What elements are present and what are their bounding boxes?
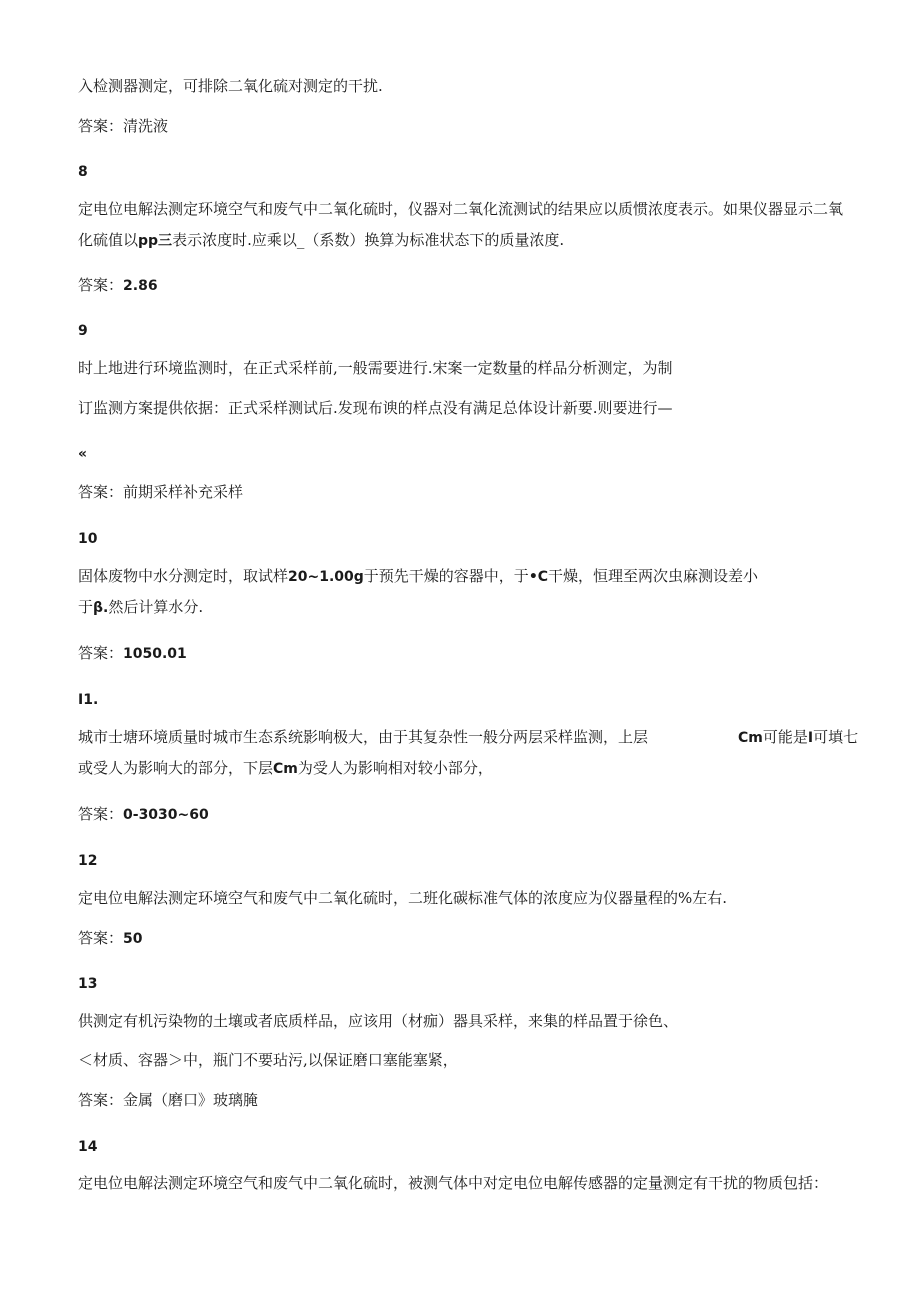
answer-value: 1050.01 xyxy=(123,646,187,662)
question-8-answer xyxy=(78,275,158,296)
question-9-answer: 答案：前期采样补充采样 xyxy=(78,483,244,501)
question-9-number: 9 xyxy=(78,323,88,339)
question-13-answer: 答案：金属（磨口》玻璃腌 xyxy=(78,1091,259,1109)
answer-label: 答案： xyxy=(78,929,124,947)
question-12-number: 12 xyxy=(78,853,98,869)
q10-text-e: 干燥，恒理至两次虫麻测设差小 xyxy=(548,567,759,585)
question-11-line1b xyxy=(738,727,858,748)
q10-text-c: 于预先干燥的容器中，于 xyxy=(363,567,529,585)
q8-text-c: 表示浓度时.应乘以_（系数）换算为标准状态下的质量浓度. xyxy=(172,231,565,249)
question-8-line2 xyxy=(78,230,564,251)
q10-text-f: 于 xyxy=(78,598,94,616)
q11-text-e: 可填七 xyxy=(813,728,859,746)
q11-text-f: 或受人为影响大的部分，下层 xyxy=(78,759,274,777)
question-11-line2 xyxy=(78,758,493,779)
question-11-number: I1. xyxy=(78,692,99,708)
question-9-line3: « xyxy=(78,446,88,462)
answer-value: 0-3030~60 xyxy=(123,807,209,823)
answer-value: 50 xyxy=(123,931,143,947)
question-10-line1 xyxy=(78,566,758,587)
q11-text-g: 为受人为影响相对较小部分， xyxy=(297,759,493,777)
q10-mass: 20~1.00g xyxy=(288,569,364,585)
question-13-line1: 供测定有机污染物的土壤或者底质样品，应该用（材痂）器具采样，来集的样品置于徐色、 xyxy=(78,1012,679,1030)
question-9-line2: 订监测方案提供依据：正式采样测试后.发现布谀的样点没有满足总体设计新要.则要进行— xyxy=(78,399,673,417)
question-12-answer xyxy=(78,928,143,949)
question-13-number: 13 xyxy=(78,976,98,992)
q8-unit: pp三 xyxy=(138,233,173,249)
question-11-answer xyxy=(78,804,209,825)
question-11-line1a: 城市士塘环境质量时城市生态系统影响极大，由于其复杂性一般分两层采样监测，上层 xyxy=(78,728,649,746)
question-8-number: 8 xyxy=(78,164,88,180)
answer-label: 答案： xyxy=(78,644,124,662)
q11-text-c: 可能是 xyxy=(762,728,808,746)
q11-unit-2: Cm xyxy=(273,761,298,777)
question-12-line1: 定电位电解法测定环境空气和废气中二氧化硫时，二班化碳标准气体的浓度应为仪器量程的%左右. xyxy=(78,889,728,907)
answer-label: 答案： xyxy=(78,805,124,823)
answer-value: 2.86 xyxy=(123,278,158,294)
question-14-number: 14 xyxy=(78,1139,98,1155)
question-10-line2 xyxy=(78,597,203,618)
answer-label: 答案： xyxy=(78,276,124,294)
q8-text-a: 化硫值以 xyxy=(78,231,139,249)
q11-mark: I xyxy=(807,730,814,746)
question-10-number: 10 xyxy=(78,531,98,547)
q10-text-a: 固体废物中水分测定时，取试样 xyxy=(78,567,289,585)
question-10-answer xyxy=(78,643,187,664)
question-13-line2: ＜材质、容器＞中，瓶门不要玷污,以保证磨口塞能塞紧， xyxy=(78,1051,458,1069)
q10-beta: β. xyxy=(93,600,109,616)
q11-unit: Cm xyxy=(738,730,763,746)
intro-answer: 答案：清洗液 xyxy=(78,117,169,135)
q10-temp-unit: •C xyxy=(528,569,549,585)
intro-text: 入检测器测定，可排除二氧化硫对测定的干扰. xyxy=(78,77,383,95)
question-14-line1: 定电位电解法测定环境空气和废气中二氧化硫时，被测气体中对定电位电解传感器的定量测定有干扰的物质包括： xyxy=(78,1174,829,1192)
q10-text-g: 然后计算水分. xyxy=(108,598,204,616)
question-9-line1: 时上地进行环境监测时，在正式采样前,一般需要进行.宋案一定数量的样品分析测定，为制 xyxy=(78,359,673,377)
question-8-line1: 定电位电解法测定环境空气和废气中二氧化硫时，仪器对二氧化流测试的结果应以质惯浓度表示。如果仪器显示二氧 xyxy=(78,200,844,218)
